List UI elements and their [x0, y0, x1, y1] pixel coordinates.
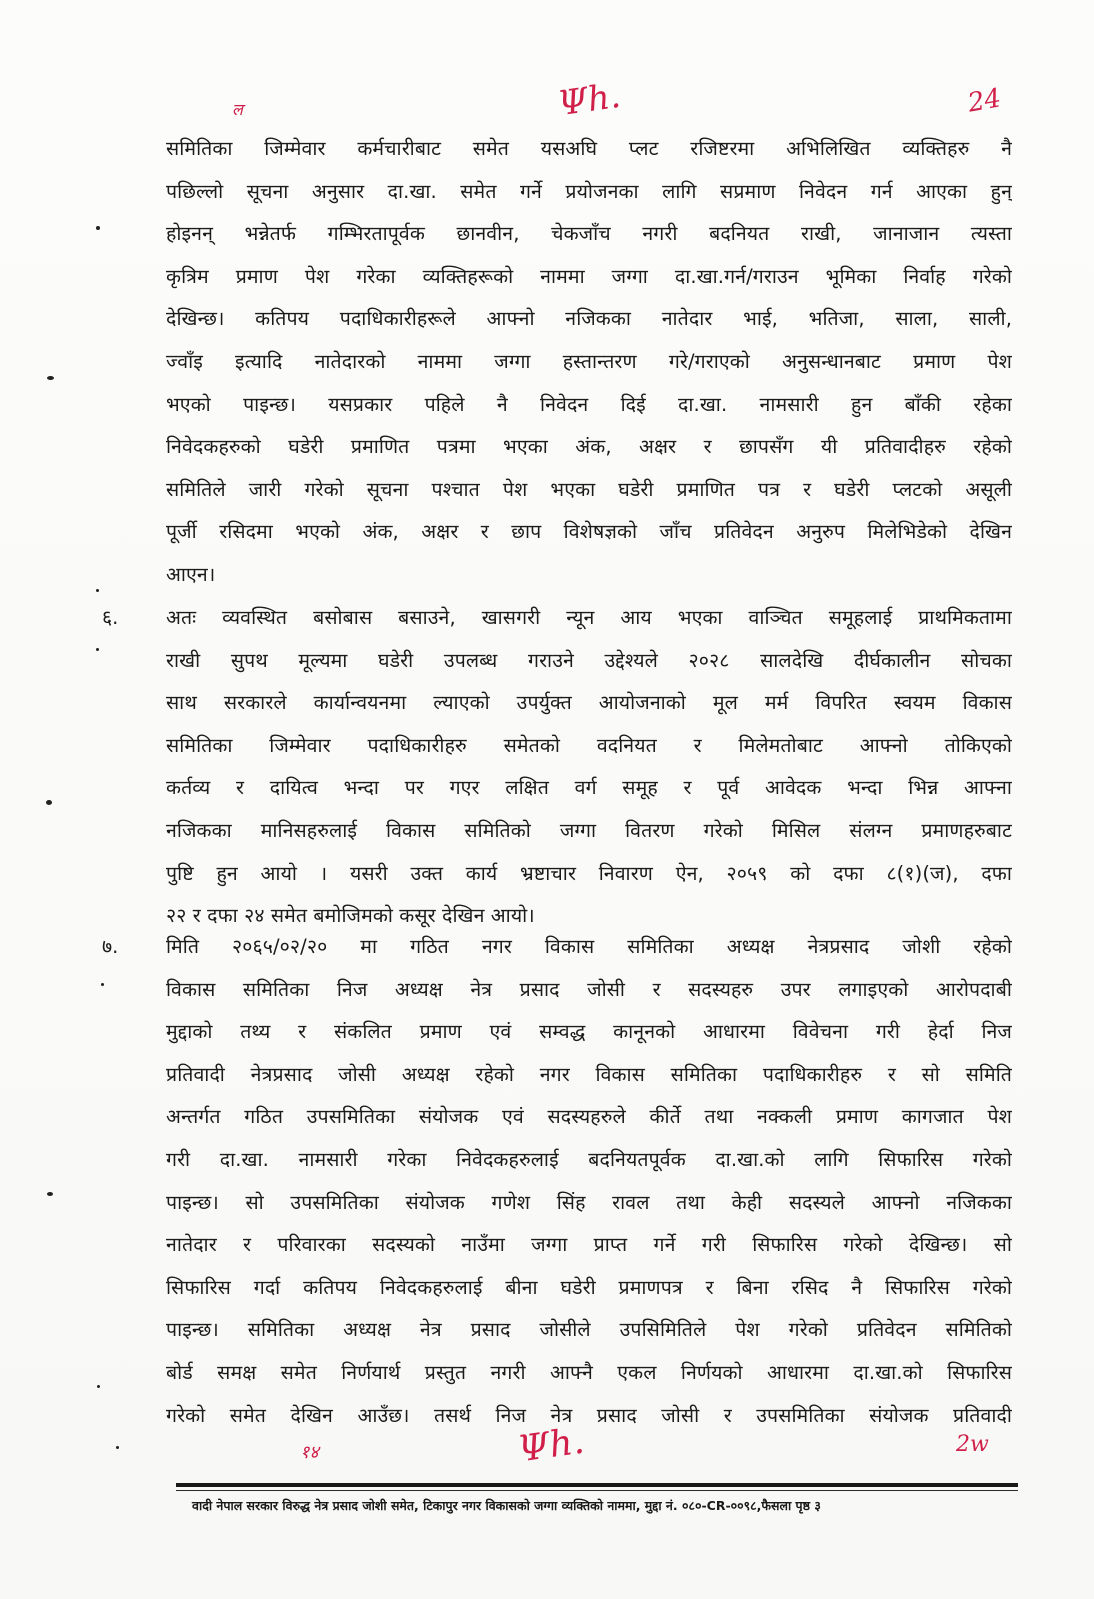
- text-line: अन्तर्गत गठित उपसमितिका संयोजक एवं सदस्यहरुले कीर्ते तथा नक्कली प्रमाण कागजात पेश: [166, 1105, 1012, 1129]
- paragraph-number: ७.: [102, 935, 119, 958]
- text-line: आएन।: [166, 562, 216, 586]
- text-line: पाइन्छ। सो उपसमितिका संयोजक गणेश सिंह रावल तथा केही सदस्यले आफ्नो नजिकका: [166, 1190, 1012, 1214]
- paragraph-7: [166, 926, 1012, 1437]
- footer-rule-thin: [176, 1490, 1018, 1491]
- footer-case-reference: वादी नेपाल सरकार विरुद्ध नेत्र प्रसाद जोशी समेत, टिकापुर नगर विकासको जग्गा व्यक्तिको नाममा, मुद्दा नं. ०८०-CR-००९८,फैसला पृष्ठ ३: [192, 1498, 821, 1513]
- handwritten-mark-top-left: ल: [232, 100, 243, 119]
- scan-speck: [96, 648, 99, 651]
- text-line: पछिल्लो सूचना अनुसार दा.खा. समेत गर्ने प्रयोजनका लागि सप्रमाण निवेदन गर्न आएका हुन्: [166, 179, 1012, 203]
- text-line: पुष्टि हुन आयो । यसरी उक्त कार्य भ्रष्टाचार निवारण ऐन, २०५९ को दफा ८(१)(ज), दफा: [166, 861, 1012, 885]
- text-line: ज्वाँइ इत्यादि नातेदारको नाममा जग्गा हस्तान्तरण गरे/गराएको अनुसन्धानबाट प्रमाण पेश: [166, 349, 1012, 373]
- handwritten-signature-top: Ψh.: [555, 75, 624, 125]
- scan-speck: [47, 1192, 53, 1196]
- paragraph-6: [166, 597, 1012, 938]
- paragraph-number: ६.: [102, 606, 119, 629]
- handwritten-mark-bottom-left: १४: [300, 1442, 319, 1463]
- handwritten-mark-bottom-right: 2w: [956, 1432, 989, 1457]
- text-line: निवेदकहरुको घडेरी प्रमाणित पत्रमा भएका अंक, अक्षर र छापसँग यी प्रतिवादीहरु रहेको: [166, 435, 1012, 459]
- text-line: साथ सरकारले कार्यान्वयनमा ल्याएको उपर्युक्त आयोजनाको मूल मर्म विपरित स्वयम विकास: [166, 691, 1012, 715]
- text-line: समितिका जिम्मेवार कर्मचारीबाट समेत यसअघि प्लट रजिष्टरमा अभिलिखित व्यक्तिहरु नै: [166, 137, 1012, 160]
- text-line: राखी सुपथ मूल्यमा घडेरी उपलब्ध गराउने उद्देश्यले २०२८ सालदेखि दीर्घकालीन सोचका: [166, 648, 1012, 672]
- text-line: मुद्दाको तथ्य र संकलित प्रमाण एवं सम्वद्ध कानूनको आधारमा विवेचना गरी हेर्दा निज: [166, 1020, 1012, 1044]
- text-line: विकास समितिका निज अध्यक्ष नेत्र प्रसाद जोसी र सदस्यहरु उपर लगाइएको आरोपदाबी: [166, 977, 1012, 1001]
- scan-speck: [97, 1385, 100, 1388]
- handwritten-signature-bottom: Ψh.: [515, 1420, 587, 1471]
- scan-speck: [46, 800, 52, 805]
- scan-speck: [96, 226, 100, 230]
- text-line: बोर्ड समक्ष समेत निर्णयार्थ प्रस्तुत नगरी आफ्नै एकल निर्णयको आधारमा दा.खा.को सिफारिस: [166, 1360, 1012, 1384]
- text-line: कर्तव्य र दायित्व भन्दा पर गएर लक्षित वर्ग समूह र पूर्व आवेदक भन्दा भिन्न आफ्ना: [166, 776, 1012, 800]
- text-line: नातेदार र परिवारका सदस्यको नाउँमा जग्गा प्राप्त गर्ने गरी सिफारिस गरेको देखिन्छ। सो: [166, 1233, 1012, 1257]
- scan-speck: [96, 589, 99, 592]
- scan-speck: [116, 1446, 119, 1449]
- scan-speck: [101, 983, 104, 986]
- text-line: २२ र दफा २४ समेत बमोजिमको कसूर देखिन आयो।: [166, 904, 535, 928]
- handwritten-page-number: 24: [965, 83, 1004, 119]
- text-line: नजिकका मानिसहरुलाई विकास समितिको जग्गा वितरण गरेको मिसिल संलग्न प्रमाणहरुबाट: [166, 818, 1012, 842]
- text-line: अतः व्यवस्थित बसोबास बसाउने, खासगरी न्यून आय भएका वाञ्चित समूहलाई प्राथमिकतामा: [166, 606, 1012, 629]
- text-line: कृत्रिम प्रमाण पेश गरेका व्यक्तिहरूको नाममा जग्गा दा.खा.गर्न/गराउन भूमिका निर्वाह गरेको: [166, 264, 1012, 288]
- text-line: समितिले जारी गरेको सूचना पश्चात पेश भएका घडेरी प्रमाणित पत्र र घडेरी प्लटको असूली: [166, 477, 1012, 501]
- text-line: प्रतिवादी नेत्रप्रसाद जोसी अध्यक्ष रहेको नगर विकास समितिका पदाधिकारीहरु र सो समिति: [166, 1062, 1012, 1086]
- text-line: गरी दा.खा. नामसारी गरेका निवेदकहरुलाई बदनियतपूर्वक दा.खा.को लागि सिफारिस गरेको: [166, 1147, 1012, 1171]
- text-line: भएको पाइन्छ। यसप्रकार पहिले नै निवेदन दिई दा.खा. नामसारी हुन बाँकी रहेका: [166, 392, 1012, 416]
- text-line: सिफारिस गर्दा कतिपय निवेदकहरुलाई बीना घडेरी प्रमाणपत्र र बिना रसिद नै सिफारिस गरेको: [166, 1275, 1012, 1299]
- text-line: होइनन् भन्नेतर्फ गम्भिरतापूर्वक छानवीन, चेकजाँच नगरी बदनियत राखी, जानाजान त्यस्ता: [166, 222, 1012, 246]
- text-line: पाइन्छ। समितिका अध्यक्ष नेत्र प्रसाद जोसीले उपसिमितिले पेश गरेको प्रतिवेदन समितिको: [166, 1318, 1012, 1342]
- text-line: समितिका जिम्मेवार पदाधिकारीहरु समेतको वदनियत र मिलेमतोबाट आफ्नो तोकिएको: [166, 733, 1012, 757]
- text-line: देखिन्छ। कतिपय पदाधिकारीहरूले आफ्नो नजिकका नातेदार भाई, भतिजा, साला, साली,: [166, 307, 1012, 331]
- text-line: गरेको समेत देखिन आउँछ। तसर्थ निज नेत्र प्रसाद जोसी र उपसमितिका संयोजक प्रतिवादी: [166, 1403, 1012, 1427]
- scan-speck: [47, 376, 54, 380]
- footer-rule-thick: [176, 1483, 1018, 1487]
- continuation-paragraph: [166, 128, 1012, 597]
- text-line: पूर्जी रसिदमा भएको अंक, अक्षर र छाप विशेषज्ञको जाँच प्रतिवेदन अनुरुप मिलेभिडेको देखिन: [166, 520, 1012, 544]
- text-line: मिति २०६५/०२/२० मा गठित नगर विकास समितिका अध्यक्ष नेत्रप्रसाद जोशी रहेको: [166, 935, 1012, 958]
